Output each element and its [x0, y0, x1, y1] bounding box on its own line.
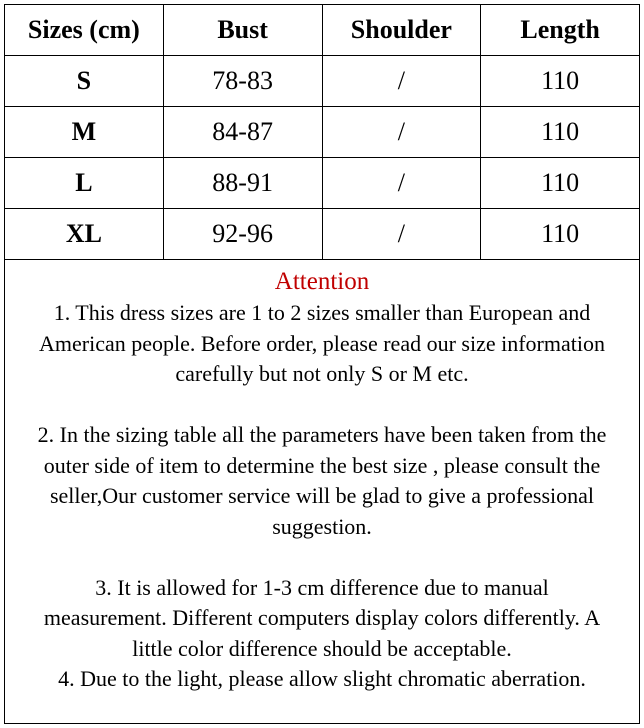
- size-cell: M: [5, 107, 164, 158]
- spacer: [5, 542, 639, 573]
- size-cell: S: [5, 56, 164, 107]
- bust-cell: 88-91: [163, 158, 322, 209]
- attention-title: Attention: [274, 268, 370, 295]
- size-table: [4, 4, 640, 260]
- spacer: [5, 390, 639, 421]
- bust-cell: 92-96: [163, 209, 322, 260]
- header-sizes: Sizes (cm): [5, 5, 164, 56]
- note-line: carefully but not only S or M etc.: [175, 361, 469, 386]
- shoulder-cell: /: [322, 56, 481, 107]
- bust-cell: 78-83: [163, 56, 322, 107]
- note-line: little color difference should be acceptable.: [132, 635, 512, 661]
- length-cell: 110: [481, 107, 640, 158]
- shoulder-cell: /: [322, 158, 481, 209]
- length-cell: 110: [481, 158, 640, 209]
- header-shoulder: Shoulder: [322, 5, 481, 56]
- note-line: seller,Our customer service will be glad to give a professional: [49, 483, 595, 508]
- table-row: [5, 158, 640, 209]
- size-cell: L: [5, 158, 164, 209]
- shoulder-cell: /: [322, 107, 481, 158]
- table-header-row: [5, 5, 640, 56]
- note-line: 3. It is allowed for 1-3 cm difference due to manual: [95, 574, 549, 600]
- length-cell: 110: [481, 209, 640, 260]
- table-row: [5, 56, 640, 107]
- note-line: 1. This dress sizes are 1 to 2 sizes smaller than European and: [53, 300, 591, 325]
- note-line: American people. Before order, please read our size information: [39, 330, 605, 356]
- note-line: outer side of item to determine the best size , please consult the: [43, 452, 601, 478]
- attention-notes: [5, 262, 639, 695]
- note-line: 2. In the sizing table all the parameters have been taken from the: [37, 422, 607, 447]
- header-length: Length: [481, 5, 640, 56]
- note-line: measurement. Different computers display colors differently. A: [43, 605, 601, 630]
- length-cell: 110: [481, 56, 640, 107]
- shoulder-cell: /: [322, 209, 481, 260]
- table-row: [5, 209, 640, 260]
- bust-cell: 84-87: [163, 107, 322, 158]
- size-chart-sheet: [4, 4, 640, 724]
- note-line: 4. Due to the light, please allow slight chromatic aberration.: [58, 666, 586, 691]
- note-line: suggestion.: [272, 513, 372, 539]
- header-bust: Bust: [163, 5, 322, 56]
- table-row: [5, 107, 640, 158]
- size-cell: XL: [5, 209, 164, 260]
